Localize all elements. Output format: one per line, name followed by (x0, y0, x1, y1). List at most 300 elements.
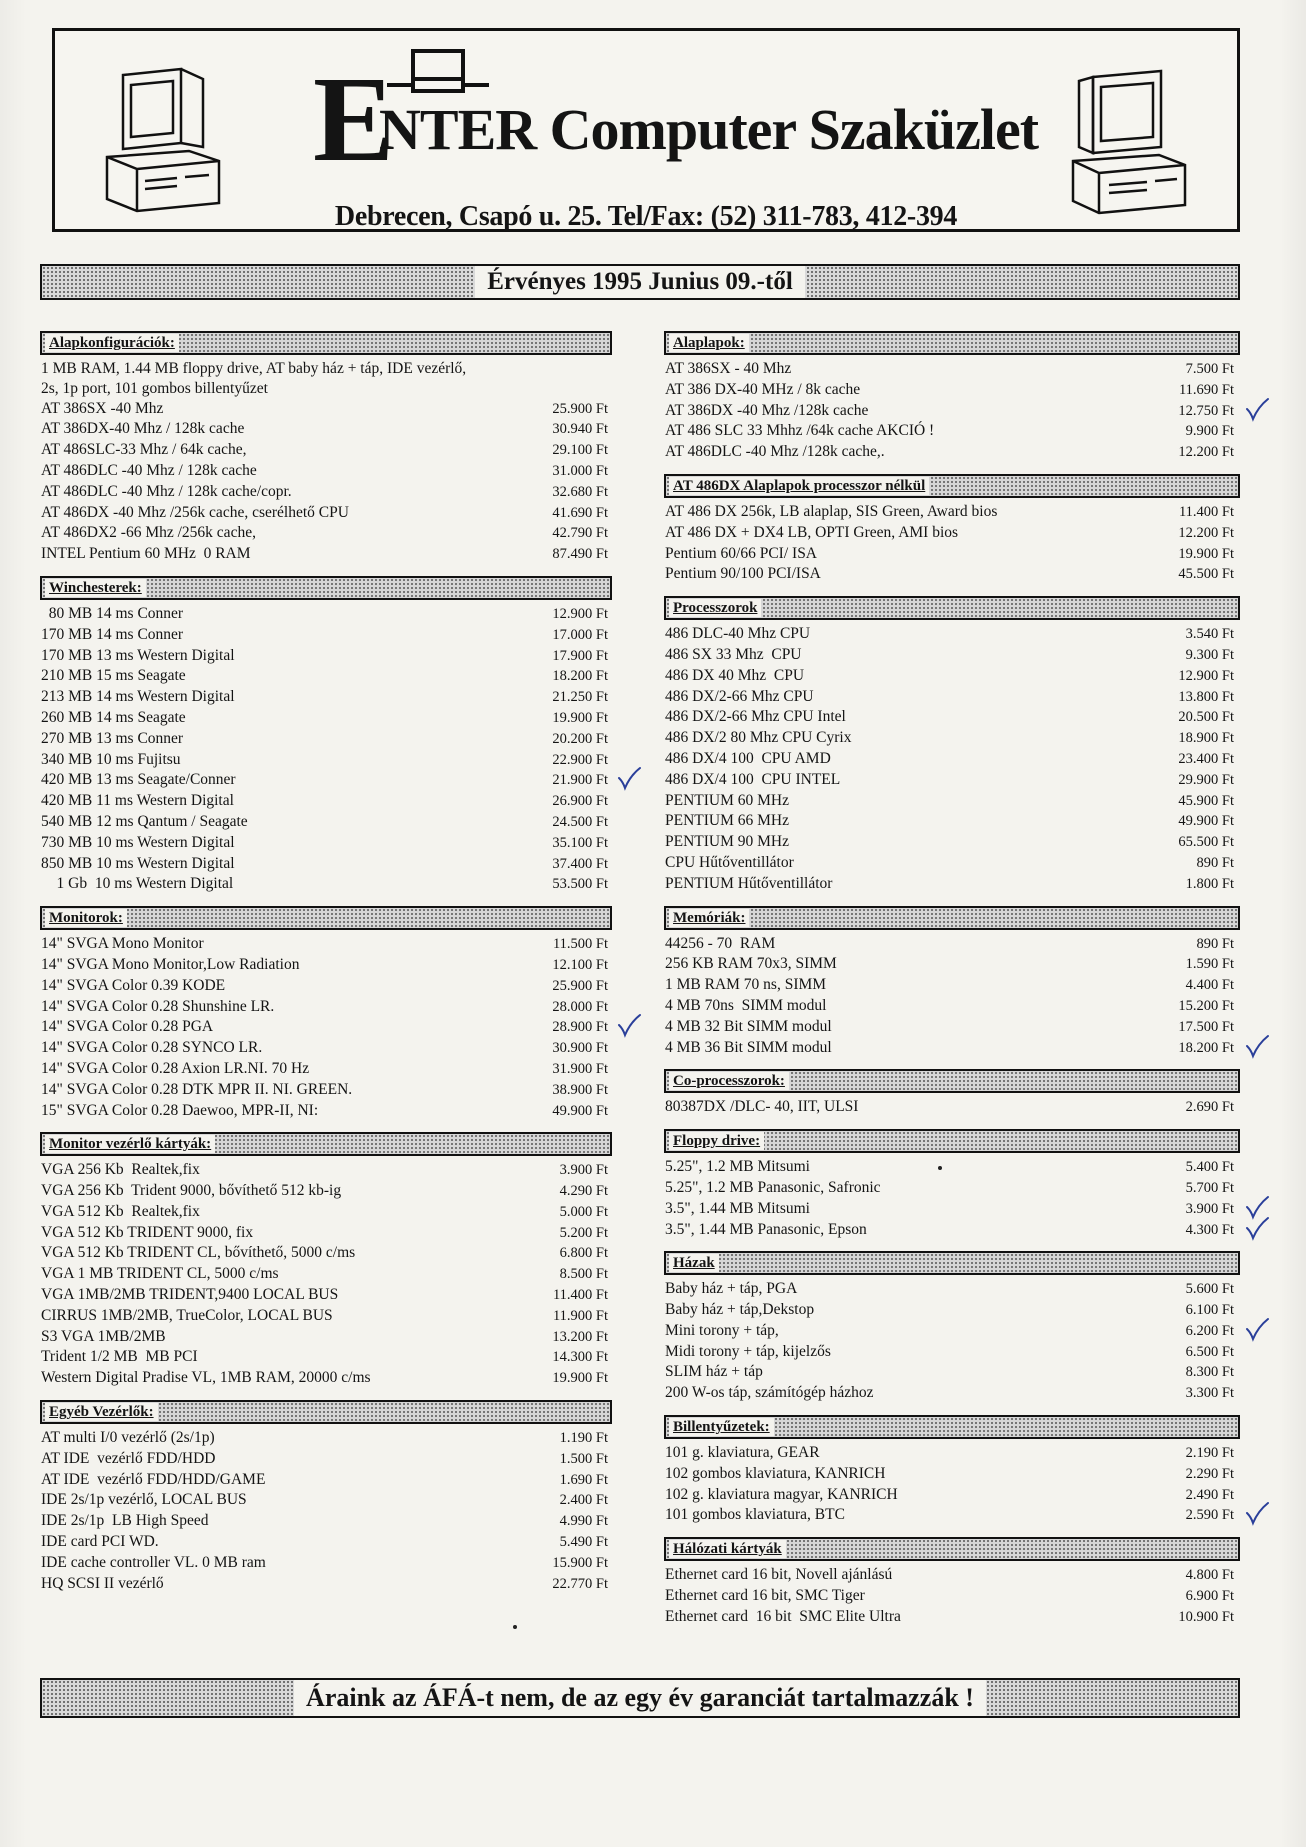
price-row (40, 1490, 612, 1511)
price-row (664, 1097, 1240, 1118)
section-header (40, 331, 612, 355)
section-header (664, 906, 1240, 930)
item-price: 2.490 Ft (1185, 1486, 1234, 1503)
item-price: 18.200 Ft (552, 668, 608, 685)
item-name: HQ SCSI II vezérlő (41, 1574, 164, 1592)
price-row (664, 502, 1240, 523)
item-price: 1.800 Ft (1185, 875, 1234, 892)
item-name: AT 386SX - 40 Mhz (665, 360, 792, 377)
item-name: 486 SX 33 Mhz CPU (665, 645, 802, 663)
item-price: 28.000 Ft (552, 998, 608, 1015)
item-name: AT 486DLC -40 Mhz / 128k cache (41, 461, 257, 479)
item-name: CPU Hűtőventillátor (665, 853, 794, 871)
item-price: 12.750 Ft (1178, 402, 1234, 419)
price-row (40, 1223, 612, 1244)
item-name: AT 386DX -40 Mhz /128k cache (665, 401, 869, 419)
price-row (664, 707, 1240, 728)
item-price: 5.000 Ft (559, 1203, 608, 1220)
item-price: 9.900 Ft (1185, 423, 1234, 440)
item-name: 5.25", 1.2 MB Mitsumi (665, 1158, 810, 1176)
price-row (40, 1306, 612, 1327)
item-price: 6.500 Ft (1185, 1343, 1234, 1360)
item-price: 53.500 Ft (552, 876, 608, 893)
section-title: Alapkonfigurációk: (45, 334, 179, 352)
item-name: 3.5", 1.44 MB Panasonic, Epson (665, 1220, 867, 1238)
item-price: 20.200 Ft (552, 730, 608, 747)
price-row (664, 749, 1240, 770)
validity-text: Érvényes 1995 Junius 09.-től (475, 266, 805, 298)
item-price: 1.190 Ft (559, 1430, 608, 1447)
section-title: Processzorok (669, 599, 761, 617)
price-row (40, 1368, 612, 1389)
item-price: 25.900 Ft (552, 400, 608, 417)
price-row (664, 770, 1240, 791)
item-price: 4.990 Ft (559, 1513, 608, 1530)
section-header (664, 1069, 1240, 1093)
item-name: 14" SVGA Color 0.28 PGA (41, 1018, 214, 1036)
item-name: SLIM ház + táp (665, 1363, 763, 1381)
price-row (40, 1264, 612, 1285)
item-name: 1 MB RAM 70 ns, SIMM (665, 976, 827, 994)
price-row (664, 1279, 1240, 1300)
price-row (664, 1586, 1240, 1607)
price-row (664, 666, 1240, 687)
item-name: Mini torony + táp, (665, 1321, 779, 1339)
item-name: 486 DX/4 100 CPU INTEL (665, 770, 841, 788)
item-price: 2.590 Ft (1185, 1507, 1234, 1524)
price-row (40, 1532, 612, 1553)
price-row (664, 954, 1240, 975)
item-name: 3.5", 1.44 MB Mitsumi (665, 1199, 810, 1217)
item-name: 14" SVGA Color 0.28 SYNCO LR. (41, 1039, 263, 1057)
item-price: 15.200 Ft (1178, 997, 1234, 1014)
price-row (664, 853, 1240, 874)
item-price: 25.900 Ft (552, 977, 608, 994)
price-row (40, 419, 612, 440)
price-row (664, 934, 1240, 955)
item-name: 540 MB 12 ms Qantum / Seagate (41, 812, 248, 830)
item-price: 6.800 Ft (559, 1245, 608, 1262)
price-row (40, 440, 612, 461)
section-h-l-zati-k-rty-k (664, 1537, 1240, 1627)
section-title: Memóriák: (669, 909, 749, 927)
price-row (40, 687, 612, 708)
item-name: 101 g. klaviatura, GEAR (665, 1444, 820, 1462)
item-name: 270 MB 13 ms Conner (41, 729, 184, 747)
price-row (40, 1202, 612, 1223)
price-row (664, 1199, 1240, 1220)
item-price: 30.940 Ft (552, 421, 608, 438)
item-price: 9.300 Ft (1185, 646, 1234, 663)
item-name: Ethernet card 16 bit SMC Elite Ultra (665, 1607, 901, 1625)
item-name: PENTIUM 60 MHz (665, 791, 789, 809)
item-price: 3.900 Ft (1185, 1200, 1234, 1217)
price-row (40, 523, 612, 544)
item-price: 37.400 Ft (552, 855, 608, 872)
item-price: 38.900 Ft (552, 1081, 608, 1098)
price-row (664, 442, 1240, 463)
item-price: 3.540 Ft (1185, 626, 1234, 643)
section-header (40, 906, 612, 930)
item-price: 13.800 Ft (1178, 688, 1234, 705)
item-name: Baby ház + táp,Dekstop (665, 1301, 815, 1319)
item-price: 11.690 Ft (1178, 381, 1234, 398)
price-row (40, 359, 612, 379)
item-price: 26.900 Ft (552, 793, 608, 810)
item-price: 49.900 Ft (552, 1102, 608, 1119)
stray-dot (513, 1625, 517, 1629)
item-price: 28.900 Ft (552, 1019, 608, 1036)
price-row (40, 1511, 612, 1532)
section-alaplapok (664, 331, 1240, 463)
item-name: 340 MB 10 ms Fujitsu (41, 750, 181, 768)
price-row (664, 1464, 1240, 1485)
item-name: VGA 512 Kb TRIDENT 9000, fix (41, 1223, 254, 1241)
item-name: 420 MB 11 ms Western Digital (41, 792, 234, 810)
item-name: INTEL Pentium 60 MHz 0 RAM (41, 545, 251, 563)
section-co-processzorok (664, 1069, 1240, 1118)
item-price: 22.900 Ft (552, 751, 608, 768)
item-price: 11.900 Ft (552, 1307, 608, 1324)
section-alapkonfigur-ci-k (40, 331, 612, 565)
check-mark-icon (1244, 1317, 1270, 1343)
item-name: Trident 1/2 MB MB PCI (41, 1348, 198, 1366)
logo-letter: E (313, 52, 393, 187)
item-name: 80 MB 14 ms Conner (41, 604, 184, 622)
item-price: 24.500 Ft (552, 813, 608, 830)
item-name: AT 386DX-40 Mhz / 128k cache (41, 420, 245, 438)
item-price: 87.490 Ft (552, 546, 608, 563)
price-row (40, 1553, 612, 1574)
price-row (40, 1574, 612, 1595)
price-row (40, 1181, 612, 1202)
price-row (664, 832, 1240, 853)
price-row (40, 1059, 612, 1080)
item-name: 260 MB 14 ms Seagate (41, 708, 186, 726)
item-price: 19.900 Ft (552, 709, 608, 726)
price-row (664, 380, 1240, 401)
item-price: 18.200 Ft (1178, 1039, 1234, 1056)
item-price: 23.400 Ft (1178, 750, 1234, 767)
item-name: AT 486DLC -40 Mhz /128k cache,. (665, 443, 885, 461)
price-row (664, 996, 1240, 1017)
price-row (664, 1157, 1240, 1178)
section-title: AT 486DX Alaplapok processzor nélkül (669, 477, 929, 495)
item-name: AT 486DX2 -66 Mhz /256k cache, (41, 524, 256, 542)
section-header (40, 1400, 612, 1424)
item-price: 4.400 Ft (1185, 977, 1234, 994)
item-name: 14" SVGA Color 0.39 KODE (41, 976, 226, 994)
item-name: VGA 512 Kb TRIDENT CL, bővíthető, 5000 c/ms (41, 1244, 356, 1262)
item-name: 256 KB RAM 70x3, SIMM (665, 955, 837, 973)
validity-banner (40, 264, 1240, 300)
item-price: 6.100 Ft (1185, 1302, 1234, 1319)
item-price: 1.500 Ft (559, 1450, 608, 1467)
item-name: PENTIUM 66 MHz (665, 812, 789, 830)
price-row (664, 359, 1240, 380)
section-floppy-drive (664, 1129, 1240, 1240)
check-mark-icon (1244, 397, 1270, 423)
item-name: IDE card PCI WD. (41, 1533, 159, 1551)
item-name: 1 MB RAM, 1.44 MB floppy drive, AT baby ház + táp, IDE vezérlő, (41, 360, 467, 377)
price-row (40, 833, 612, 854)
item-name: 14" SVGA Color 0.28 DTK MPR II. NI. GREEN. (41, 1080, 353, 1098)
price-row (664, 1300, 1240, 1321)
item-price: 13.200 Ft (552, 1328, 608, 1345)
item-name: IDE cache controller VL. 0 MB ram (41, 1553, 266, 1571)
item-name: 486 DLC-40 Mhz CPU (665, 625, 811, 643)
item-name: 486 DX/2 80 Mhz CPU Cyrix (665, 729, 852, 747)
section-egy-b-vez-rl-k (40, 1400, 612, 1594)
section-title: Monitor vezérlő kártyák: (45, 1135, 215, 1153)
item-price: 32.680 Ft (552, 483, 608, 500)
item-price: 20.500 Ft (1178, 709, 1234, 726)
item-price: 1.690 Ft (559, 1471, 608, 1488)
item-name: 102 g. klaviatura magyar, KANRICH (665, 1485, 898, 1503)
item-price: 3.300 Ft (1185, 1385, 1234, 1402)
section-billenty-zetek (664, 1415, 1240, 1526)
item-price: 7.500 Ft (1185, 361, 1234, 377)
section-header (664, 474, 1240, 498)
section-title: Co-processzorok: (669, 1072, 789, 1090)
item-price: 17.500 Ft (1178, 1018, 1234, 1035)
price-row (40, 770, 612, 791)
item-name: 213 MB 14 ms Western Digital (41, 688, 235, 706)
item-name: AT IDE vezérlő FDD/HDD (41, 1449, 216, 1467)
item-name: Pentium 60/66 PCI/ ISA (665, 544, 818, 562)
price-row (40, 1017, 612, 1038)
item-price: 4.800 Ft (1185, 1567, 1234, 1584)
item-name: VGA 256 Kb Realtek,fix (41, 1161, 200, 1179)
item-price: 45.500 Ft (1178, 566, 1234, 583)
section-title: Alaplapok: (669, 334, 749, 352)
item-price: 12.900 Ft (552, 605, 608, 622)
computer-icon (1069, 65, 1189, 215)
item-name: PENTIUM 90 MHz (665, 833, 789, 851)
item-price: 890 Ft (1196, 935, 1234, 952)
item-name: 486 DX/2-66 Mhz CPU (665, 687, 814, 705)
item-price: 17.900 Ft (552, 647, 608, 664)
price-row (664, 544, 1240, 565)
section-title: Házak (669, 1254, 719, 1272)
price-row (40, 812, 612, 833)
item-price: 19.900 Ft (1178, 545, 1234, 562)
item-price: 31.000 Ft (552, 462, 608, 479)
logo-mark (383, 47, 493, 99)
item-name: Pentium 90/100 PCI/ISA (665, 565, 821, 583)
item-name: AT 486SLC-33 Mhz / 64k cache, (41, 441, 247, 459)
price-row (40, 461, 612, 482)
item-name: 4 MB 36 Bit SIMM modul (665, 1038, 832, 1056)
item-name: 486 DX 40 Mhz CPU (665, 666, 805, 684)
price-row (40, 666, 612, 687)
footer-banner (40, 1678, 1240, 1718)
item-name: 14" SVGA Mono Monitor (41, 935, 204, 953)
item-name: AT multi I/0 vezérlő (2s/1p) (41, 1429, 215, 1447)
item-name: 5.25", 1.2 MB Panasonic, Safronic (665, 1178, 881, 1196)
item-name: Ethernet card 16 bit, Novell ajánlású (665, 1566, 893, 1584)
item-price: 29.100 Ft (552, 442, 608, 459)
section-h-zak (664, 1251, 1240, 1404)
section-header (664, 331, 1240, 355)
price-row (40, 874, 612, 895)
footer-text: Áraink az ÁFÁ-t nem, de az egy év garanciát tartalmazzák ! (294, 1680, 986, 1716)
price-row (40, 934, 612, 955)
item-name: Ethernet card 16 bit, SMC Tiger (665, 1587, 865, 1605)
computer-icon (103, 65, 223, 215)
price-row (40, 399, 612, 420)
price-row (664, 523, 1240, 544)
item-name: VGA 1 MB TRIDENT CL, 5000 c/ms (41, 1265, 279, 1283)
price-row (40, 1347, 612, 1368)
item-name: VGA 256 Kb Trident 9000, bővíthető 512 kb-ig (41, 1182, 342, 1200)
item-price: 22.770 Ft (552, 1575, 608, 1592)
item-price: 45.900 Ft (1178, 792, 1234, 809)
price-row (664, 1443, 1240, 1464)
item-price: 65.500 Ft (1178, 834, 1234, 851)
price-row (40, 791, 612, 812)
item-name: VGA 1MB/2MB TRIDENT,9400 LOCAL BUS (41, 1286, 339, 1304)
item-price: 14.300 Ft (552, 1349, 608, 1366)
section-header (664, 1251, 1240, 1275)
enter-logo (313, 37, 1039, 187)
section-mem-ri-k (664, 906, 1240, 1059)
price-row (40, 1080, 612, 1101)
item-price: 11.500 Ft (552, 936, 608, 953)
item-price: 42.790 Ft (552, 525, 608, 542)
item-name: AT 486DX -40 Mhz /256k cache, cserélhető CPU (41, 503, 349, 521)
item-name: 1 Gb 10 ms Western Digital (41, 875, 234, 893)
item-name: CIRRUS 1MB/2MB, TrueColor, LOCAL BUS (41, 1306, 333, 1324)
item-price: 12.200 Ft (1178, 444, 1234, 461)
item-price: 31.900 Ft (552, 1060, 608, 1077)
item-price: 4.290 Ft (559, 1183, 608, 1200)
section-title: Floppy drive: (669, 1132, 764, 1150)
price-row (40, 604, 612, 625)
item-price: 5.400 Ft (1185, 1159, 1234, 1176)
item-name: AT 486 DX 256k, LB alaplap, SIS Green, Award bios (665, 502, 998, 520)
item-price: 6.900 Ft (1185, 1588, 1234, 1605)
price-row (664, 1342, 1240, 1363)
price-row (664, 645, 1240, 666)
price-row (40, 1285, 612, 1306)
price-row (664, 1220, 1240, 1241)
item-price: 5.490 Ft (559, 1534, 608, 1551)
price-row (40, 379, 612, 399)
price-row (664, 1565, 1240, 1586)
price-row (664, 1607, 1240, 1628)
item-name: 102 gombos klaviatura, KANRICH (665, 1464, 886, 1482)
price-row (40, 482, 612, 503)
section-header (664, 1129, 1240, 1153)
price-row (40, 1428, 612, 1449)
item-price: 49.900 Ft (1178, 813, 1234, 830)
item-price: 29.900 Ft (1178, 771, 1234, 788)
item-price: 12.200 Ft (1178, 524, 1234, 541)
price-row (664, 1321, 1240, 1342)
item-name: 486 DX/4 100 CPU AMD (665, 749, 831, 767)
section-header (664, 1415, 1240, 1439)
item-name: 44256 - 70 RAM (665, 934, 776, 952)
price-row (40, 854, 612, 875)
item-price: 8.300 Ft (1185, 1364, 1234, 1381)
check-mark-icon (1244, 1501, 1270, 1527)
price-row (664, 1362, 1240, 1383)
price-row (664, 687, 1240, 708)
item-price: 890 Ft (1196, 854, 1234, 871)
price-row (40, 997, 612, 1018)
price-row (664, 975, 1240, 996)
item-price: 15.900 Ft (552, 1554, 608, 1571)
section-title: Egyéb Vezérlők: (45, 1403, 158, 1421)
stray-dot (938, 1166, 942, 1170)
item-name: PENTIUM Hűtőventillátor (665, 874, 833, 892)
price-row (40, 708, 612, 729)
item-name: AT 386SX -40 Mhz (41, 399, 164, 417)
store-address: Debrecen, Csapó u. 25. Tel/Fax: (52) 311-783, 412-394 (334, 201, 958, 232)
check-mark-icon (1244, 1034, 1270, 1060)
item-price: 2.290 Ft (1185, 1465, 1234, 1482)
price-row (664, 1038, 1240, 1059)
section-at-486dx-alaplapok-processzor-n-lk-l (664, 474, 1240, 585)
price-row (40, 1038, 612, 1059)
item-price: 19.900 Ft (552, 1370, 608, 1387)
price-row (40, 1243, 612, 1264)
item-name: 170 MB 14 ms Conner (41, 625, 184, 643)
price-row (664, 564, 1240, 585)
item-price: 6.200 Ft (1185, 1322, 1234, 1339)
price-row (664, 874, 1240, 895)
section-processzorok (664, 596, 1240, 894)
price-row (40, 1449, 612, 1470)
price-row (664, 624, 1240, 645)
item-name: 14" SVGA Color 0.28 Shunshine LR. (41, 997, 275, 1015)
price-row (40, 503, 612, 524)
section-title: Hálózati kártyák (669, 1540, 786, 1558)
item-price: 11.400 Ft (552, 1287, 608, 1304)
price-row (40, 1160, 612, 1181)
price-row (664, 728, 1240, 749)
item-price: 5.200 Ft (559, 1224, 608, 1241)
price-row (664, 1178, 1240, 1199)
item-name: 850 MB 10 ms Western Digital (41, 854, 235, 872)
item-price: 2.190 Ft (1185, 1445, 1234, 1462)
price-row (40, 750, 612, 771)
store-header (52, 28, 1240, 232)
item-name: Baby ház + táp, PGA (665, 1280, 798, 1298)
check-mark-icon (1244, 1216, 1270, 1242)
item-name: 14" SVGA Mono Monitor,Low Radiation (41, 955, 300, 973)
item-name: IDE 2s/1p LB High Speed (41, 1512, 209, 1530)
item-name: 486 DX/2-66 Mhz CPU Intel (665, 708, 846, 726)
section-title: Winchesterek: (45, 579, 146, 597)
price-row (40, 646, 612, 667)
price-row (664, 811, 1240, 832)
item-price: 8.500 Ft (559, 1266, 608, 1283)
item-price: 10.900 Ft (1178, 1608, 1234, 1625)
item-price: 35.100 Ft (552, 834, 608, 851)
item-name: VGA 512 Kb Realtek,fix (41, 1202, 200, 1220)
section-header (40, 576, 612, 600)
section-monitorok (40, 906, 612, 1121)
item-name: AT 486DLC -40 Mhz / 128k cache/copr. (41, 482, 292, 500)
item-name: 2s, 1p port, 101 gombos billentyűzet (41, 379, 268, 397)
price-row (664, 1505, 1240, 1526)
item-price: 21.250 Ft (552, 689, 608, 706)
item-name: AT 386 DX-40 MHz / 8k cache (665, 380, 861, 398)
item-name: 15" SVGA Color 0.28 Daewoo, MPR-II, NI: (41, 1101, 319, 1119)
item-price: 12.100 Ft (552, 956, 608, 973)
